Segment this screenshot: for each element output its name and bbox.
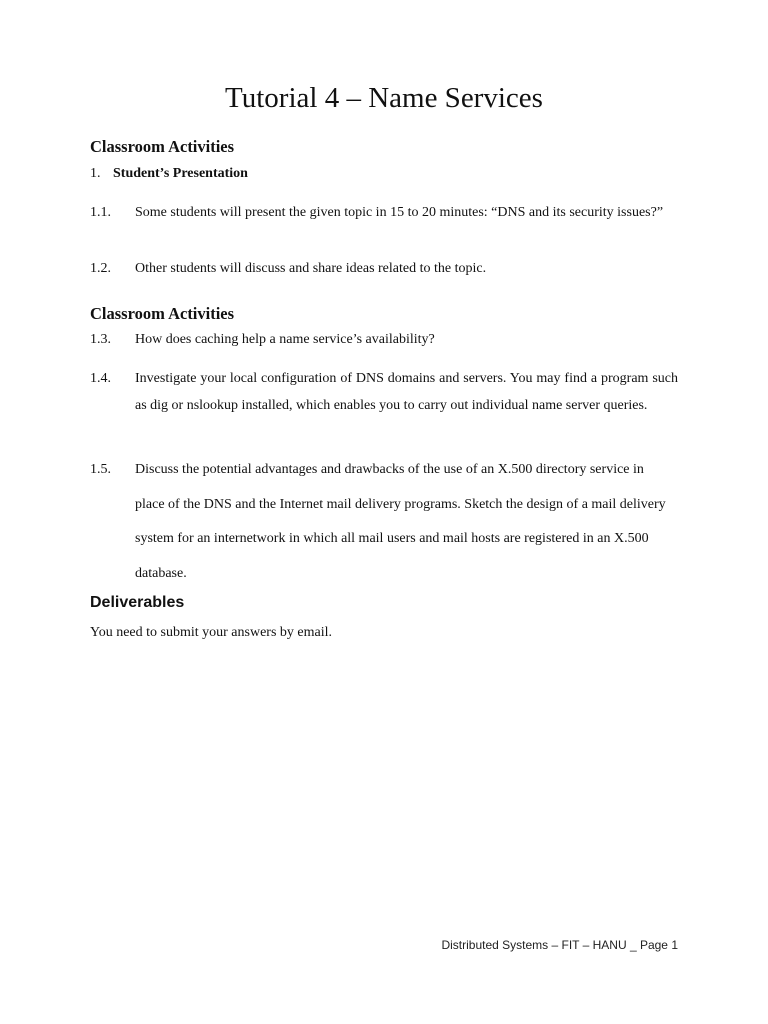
section-heading-classroom-activities-1: Classroom Activities [90, 137, 235, 156]
page-footer: Distributed Systems – FIT – HANU _ Page 1 [441, 938, 678, 952]
item-text: How does caching help a name service’s availability? [135, 332, 435, 347]
deliverables-text: You need to submit your answers by email. [90, 625, 332, 640]
item-text: Some students will present the given topic in 15 to 20 minutes: “DNS and its security issues?” [135, 205, 664, 220]
item-number: 1.1. [90, 205, 111, 220]
list-item-1-2 [90, 260, 678, 278]
subheading-students-presentation [90, 165, 248, 183]
item-text: Discuss the potential advantages and drawbacks of the use of an X.500 directory service in place of the DNS and the Internet mail delivery programs. Sketch the design of a mail delivery system for an internetwork in which all mail users and mail hosts are registered in an X.500 database. [135, 462, 666, 581]
list-item-1-4 [90, 365, 678, 419]
item-text: Investigate your local configuration of DNS domains and servers. You may find a program such as dig or nslookup installed, which enables you to carry out individual name server queries. [135, 371, 678, 413]
page-title: Tutorial 4 – Name Services [225, 82, 543, 114]
section-heading-classroom-activities-2: Classroom Activities [90, 304, 235, 323]
item-number: 1.2. [90, 261, 111, 276]
subheading-number: 1. [90, 166, 101, 181]
item-text: Other students will discuss and share ideas related to the topic. [135, 261, 487, 276]
list-item-1-1 [90, 199, 678, 226]
list-item-1-3 [90, 331, 678, 349]
item-number: 1.5. [90, 462, 111, 477]
section-heading-deliverables: Deliverables [90, 594, 185, 611]
subheading-label: Student’s Presentation [113, 166, 248, 181]
item-number: 1.3. [90, 332, 111, 347]
item-number: 1.4. [90, 371, 111, 386]
list-item-1-5 [90, 453, 678, 591]
